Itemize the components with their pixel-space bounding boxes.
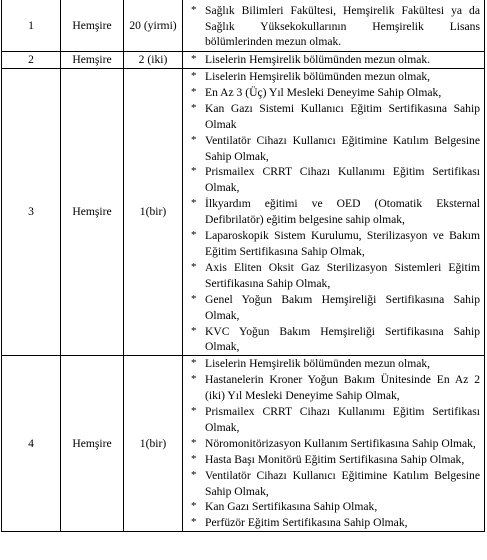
condition-item [183,228,480,260]
conditions-list [183,356,484,531]
conditions-list [183,69,484,355]
condition-text: * Hasta Başı Monitörü Eğitim Sertifikasına Sahip Olmak, [205,452,465,466]
condition-text: * Nöromonitörizasyon Kullanım Sertifikasına Sahip Olmak, [205,436,476,450]
condition-item [183,101,480,133]
position-title: Hemşire [61,0,124,52]
conditions-list [183,52,484,68]
condition-text: * Liselerin Hemşirelik bölümünden mezun olmak, [205,357,431,371]
row-number: 3 [2,69,61,356]
condition-text: * Genel Yoğun Bakım Hemşireliği Sertifikasına Sahip Olmak, [205,292,480,322]
condition-text: * Laparoskopik Sistem Kurulumu, Sterilizasyon ve Bakım Eğitim Sertifikasına Sahip Olmak, [205,229,480,258]
condition-item [183,372,480,404]
condition-item [183,452,480,468]
condition-item [183,436,480,452]
condition-item [183,515,480,531]
position-title: Hemşire [61,52,124,69]
requirements-table [1,0,485,532]
condition-item [183,404,480,436]
condition-item [183,499,480,515]
condition-text: * Liselerin Hemşirelik bölümünden mezun olmak. [205,53,431,67]
condition-text: * Kan Gazı Sertifikasına Sahip Olmak, [205,500,378,514]
condition-text: * Axis Eliten Oksit Gaz Sterilizasyon Sistemleri Eğitim Sertifikasına Sahip Olmak, [205,260,480,290]
requirements-table-body [2,0,485,532]
condition-text: * İlkyardım eğitimi ve OED (Otomatik Eksternal Defibrilatör) eğitim belgesine sahip olmak, [205,197,480,227]
position-count: 2 (iki) [124,52,183,69]
position-count: 1(bir) [124,356,183,532]
row-number: 1 [2,0,61,52]
condition-text: * Perfüzör Eğitim Sertifikasına Sahip Olmak, [205,516,408,530]
condition-item [183,324,480,356]
condition-item [183,164,480,196]
row-number: 2 [2,52,61,69]
condition-item [183,3,480,51]
condition-text: * KVC Yoğun Bakım Hemşireliği Sertifikasına Sahip Olmak, [205,324,480,354]
condition-item [183,85,480,101]
conditions-cell [183,356,485,532]
conditions-cell [183,0,485,52]
condition-item [183,196,480,228]
condition-text: * Prismailex CRRT Cihazı Kullanımı Eğitim Sertifikası Olmak, [205,405,480,434]
condition-item [183,468,480,500]
condition-text: * Sağlık Bilimleri Fakültesi, Hemşirelik Fakültesi ya da Sağlık Yüksekokullarının Hemşirelik Lisans bölümlerinden mezun olmak. [205,3,480,49]
table-row [2,52,485,69]
condition-text: * En Az 3 (Üç) Yıl Mesleki Deneyime Sahip Olmak, [205,85,442,99]
condition-item [183,69,480,85]
condition-item [183,260,480,292]
conditions-cell [183,69,485,356]
position-title: Hemşire [61,356,124,532]
position-count: 20 (yirmi) [124,0,183,52]
condition-text: * Ventilatör Cihazı Kullanıcı Eğitimine Katılım Belgesine Sahip Olmak, [205,468,480,498]
row-number: 4 [2,356,61,532]
position-title: Hemşire [61,69,124,356]
table-row [2,356,485,532]
conditions-cell [183,52,485,69]
position-count: 1(bir) [124,69,183,356]
table-row [2,69,485,356]
conditions-list [183,1,484,51]
condition-text: * Kan Gazı Sistemi Kullanıcı Eğitim Sertifikasına Sahip Olmak [205,101,480,131]
condition-text: * Liselerin Hemşirelik bölümünden mezun olmak, [205,70,431,83]
condition-item [183,52,480,68]
condition-text: * Hastanelerin Kroner Yoğun Bakım Ünitesinde En Az 2 (iki) Yıl Mesleki Deneyime Sahip Olmak, [205,373,480,403]
condition-text: * Ventilatör Cihazı Kullanıcı Eğitimine Katılım Belgesine Sahip Olmak, [205,133,480,163]
table-row [2,0,485,52]
condition-item [183,133,480,165]
condition-item [183,292,480,324]
condition-item [183,356,480,372]
condition-text: * Prismailex CRRT Cihazı Kullanımı Eğitim Sertifikası Olmak, [205,165,480,195]
